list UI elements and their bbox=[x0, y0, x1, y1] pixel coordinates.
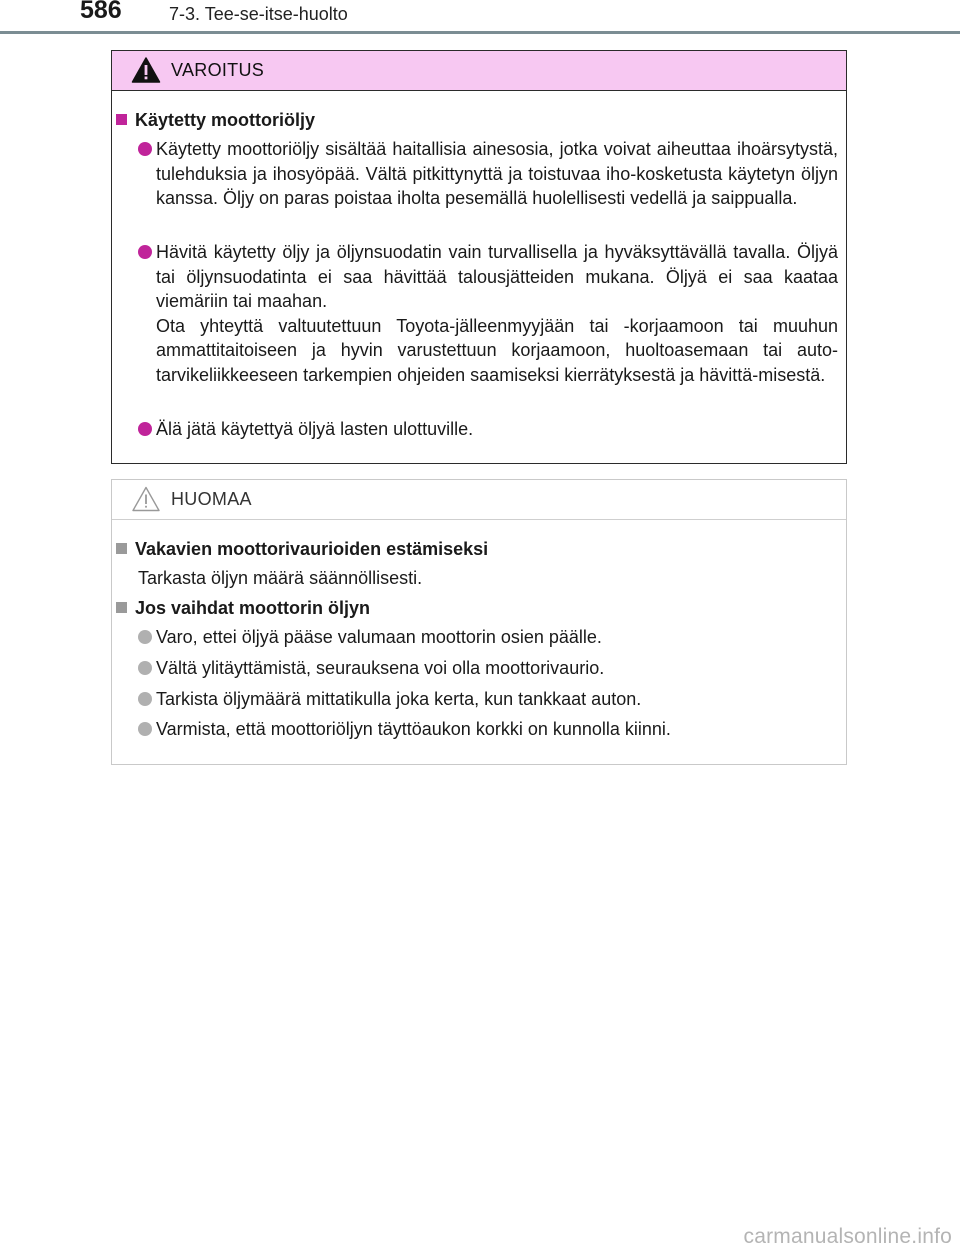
square-bullet-icon bbox=[116, 543, 127, 554]
warning-box bbox=[111, 50, 847, 464]
notice-heading-2 bbox=[116, 596, 370, 620]
round-bullet-icon bbox=[138, 245, 152, 259]
round-bullet-icon bbox=[138, 630, 152, 644]
warning-label: VAROITUS bbox=[171, 60, 265, 80]
warning-triangle-filled-icon bbox=[131, 56, 161, 84]
notice-bullet-2 bbox=[138, 656, 838, 681]
notice-bullet-3 bbox=[138, 687, 838, 712]
warning-bullet-2-text-a: Hävitä käytetty öljy ja öljynsuodatin vain turvallisella ja hyväksyttävällä tavalla. Öljyä tai öljynsuodatinta ei saa hävittää talousjätteiden mukana. Öljyä ei saa kaataa viemäriin tai maahan. bbox=[156, 242, 838, 312]
notice-bullet-3-text: Tarkista öljymäärä mittatikulla joka kerta, kun tankkaat auton. bbox=[156, 689, 642, 709]
warning-heading bbox=[116, 108, 315, 132]
warning-box-header bbox=[112, 51, 846, 91]
notice-heading-1 bbox=[116, 537, 488, 561]
header-rule bbox=[0, 31, 960, 34]
round-bullet-icon bbox=[138, 722, 152, 736]
notice-bullet-1-text: Varo, ettei öljyä pääse valumaan moottorin osien päälle. bbox=[156, 627, 602, 647]
warning-bullet-2-text-b: Ota yhteyttä valtuutettuun Toyota-jälleenmyyjään tai -korjaamoon tai muuhun ammattitaitoiseen ja hyvin varustettuun korjaamoon, huoltoasemaan tai auto-tarvikeliikkeeseen tarkempien ohjeiden saamiseksi kierrätyksestä ja hävittä-misestä. bbox=[156, 315, 838, 385]
warning-bullet-1 bbox=[138, 137, 838, 211]
notice-text-1: Tarkasta öljyn määrä säännöllisesti. bbox=[138, 568, 423, 588]
notice-label: HUOMAA bbox=[171, 489, 252, 509]
page-number: 586 bbox=[80, 0, 122, 24]
notice-bullet-4 bbox=[138, 717, 838, 742]
warning-bullet-2 bbox=[138, 240, 838, 388]
warning-bullet-3-text: Älä jätä käytettyä öljyä lasten ulottuville. bbox=[156, 419, 474, 439]
round-bullet-icon bbox=[138, 692, 152, 706]
section-title: 7-3. Tee-se-itse-huolto bbox=[169, 4, 348, 24]
page-header bbox=[0, 0, 960, 40]
watermark: carmanualsonline.info bbox=[743, 1225, 952, 1248]
warning-bullet-3 bbox=[138, 417, 838, 442]
notice-bullet-2-text: Vältä ylitäyttämistä, seurauksena voi olla moottorivaurio. bbox=[156, 658, 605, 678]
warning-triangle-outline-icon bbox=[131, 485, 161, 513]
notice-bullet-4-text: Varmista, että moottoriöljyn täyttöaukon korkki on kunnolla kiinni. bbox=[156, 719, 671, 739]
notice-heading-1-text: Vakavien moottorivaurioiden estämiseksi bbox=[135, 539, 489, 559]
round-bullet-icon bbox=[138, 422, 152, 436]
warning-bullet-1-text: Käytetty moottoriöljy sisältää haitallisia ainesosia, jotka voivat aiheuttaa ihoärsytystä, tulehduksia ja ihosyöpää. Vältä pitkittynyttä ja toistuvaa iho-kosketusta käytetyn öljyn kanssa. Öljy on paras poistaa iholta pesemällä huolellisesti vedellä ja saippualla. bbox=[156, 139, 838, 209]
round-bullet-icon bbox=[138, 661, 152, 675]
notice-bullet-1 bbox=[138, 625, 838, 650]
round-bullet-icon bbox=[138, 142, 152, 156]
warning-heading-text: Käytetty moottoriöljy bbox=[135, 110, 316, 130]
notice-box bbox=[111, 479, 847, 765]
square-bullet-icon bbox=[116, 114, 127, 125]
notice-box-header bbox=[112, 480, 846, 520]
square-bullet-icon bbox=[116, 602, 127, 613]
notice-heading-2-text: Jos vaihdat moottorin öljyn bbox=[135, 598, 371, 618]
